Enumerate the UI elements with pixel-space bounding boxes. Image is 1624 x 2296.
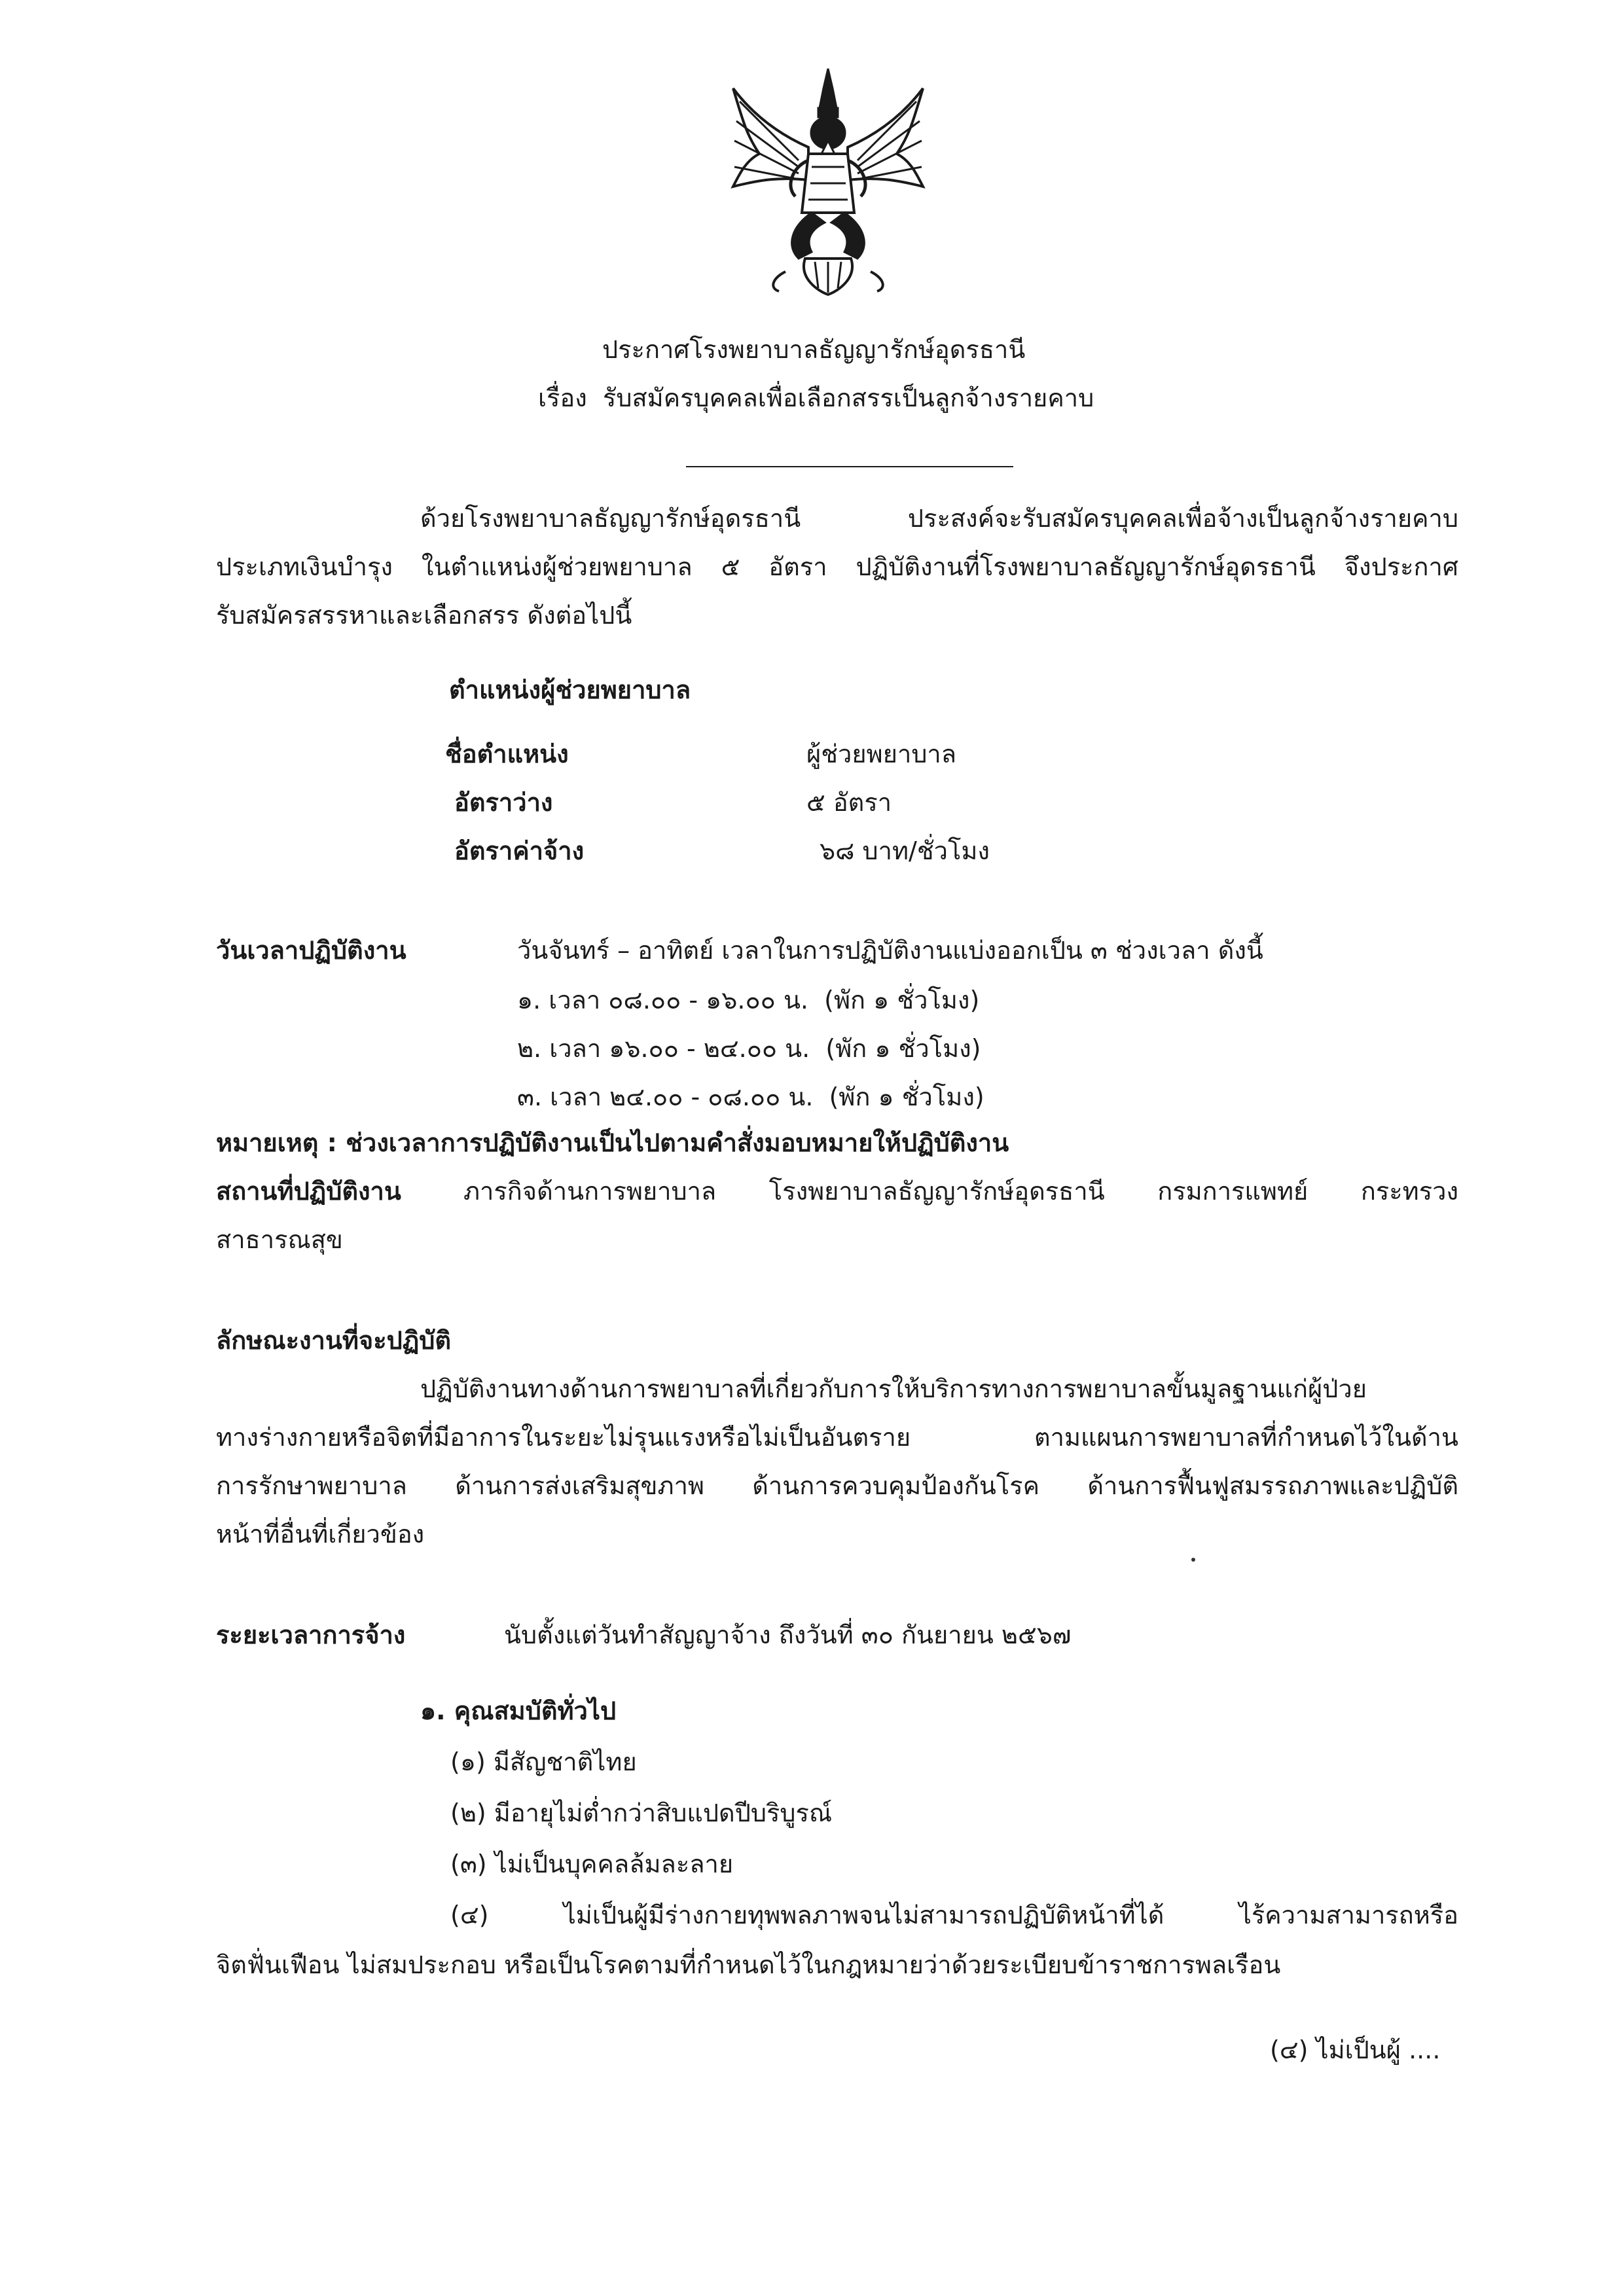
job-heading: ลักษณะงานที่จะปฏิบัติ [216,1326,452,1355]
shift-2: ๒. เวลา ๑๖.๐๐ - ๒๔.๐๐ น. (พัก ๑ ชั่วโมง) [517,1034,981,1063]
qualification-item-4-line-1: (๔) ไม่เป็นผู้มีร่างกายทุพพลภาพจนไม่สามารถปฏิบัติหน้าที่ได้ ไร้ความสามารถหรือ [450,1901,1458,1929]
job-line-4: หน้าที่อื่นที่เกี่ยวข้อง [216,1520,425,1549]
qualification-item-3: (๓) ไม่เป็นบุคคลล้มละลาย [450,1850,734,1878]
continued-marker: (๔) ไม่เป็นผู้ .... [1270,2036,1441,2064]
qualifications-heading: ๑. คุณสมบัติทั่วไป [420,1696,617,1725]
workplace-value-line-2: สาธารณสุข [216,1225,343,1254]
position-name-value: ผู้ช่วยพยาบาล [806,740,957,768]
announcement-title: ประกาศโรงพยาบาลธัญญารักษ์อุดรธานี [602,335,1026,364]
vacancy-value: ๕ อัตรา [806,788,892,817]
schedule-label: วันเวลาปฏิบัติงาน [216,936,406,965]
qualification-item-4-line-2: จิตฟั่นเฟือน ไม่สมประกอบ หรือเป็นโรคตามที่กำหนดไว้ในกฎหมายว่าด้วยระเบียบข้าราชการพลเรือน [216,1950,1281,1979]
schedule-note: หมายเหตุ : ช่วงเวลาการปฏิบัติงานเป็นไปตามคำสั่งมอบหมายให้ปฏิบัติงาน [216,1128,1009,1157]
job-line-1: ปฏิบัติงานทางด้านการพยาบาลที่เกี่ยวกับการให้บริการทางการพยาบาลขั้นมูลฐานแก่ผู้ป่วย [420,1374,1367,1403]
stray-dot [1191,1558,1195,1562]
intro-line-1: ด้วยโรงพยาบาลธัญญารักษ์อุดรธานี ประสงค์จะรับสมัครบุคคลเพื่อจ้างเป็นลูกจ้างรายคาบ [420,504,1458,533]
announcement-subject: เรื่อง รับสมัครบุคคลเพื่อเลือกสรรเป็นลูกจ้างรายคาบ [538,384,1094,412]
position-name-label: ชื่อตำแหน่ง [445,740,569,768]
wage-value: ๖๘ บาท/ชั่วโมง [820,836,990,865]
job-line-3: การรักษาพยาบาล ด้านการส่งเสริมสุขภาพ ด้านการควบคุมป้องกันโรค ด้านการฟื้นฟูสมรรถภาพและปฏิบัติ [216,1471,1458,1500]
intro-line-2: ประเภทเงินบำรุง ในตำแหน่งผู้ช่วยพยาบาล ๕ อัตรา ปฏิบัติงานที่โรงพยาบาลธัญญารักษ์อุดรธานี จึงประกาศ [216,552,1458,581]
vacancy-label: อัตราว่าง [454,788,553,817]
shift-1: ๑. เวลา ๐๘.๐๐ - ๑๖.๐๐ น. (พัก ๑ ชั่วโมง) [517,986,980,1014]
shift-3: ๓. เวลา ๒๔.๐๐ - ๐๘.๐๐ น. (พัก ๑ ชั่วโมง) [517,1083,984,1111]
employment-value: นับตั้งแต่วันทำสัญญาจ้าง ถึงวันที่ ๓๐ กันยายน ๒๕๖๗ [504,1621,1072,1649]
qualification-item-1: (๑) มีสัญชาติไทย [450,1748,637,1776]
qualification-item-2: (๒) มีอายุไม่ต่ำกว่าสิบแปดปีบริบูรณ์ [450,1799,833,1827]
garuda-emblem-icon [720,62,936,298]
title-divider [686,466,1013,467]
workplace-label: สถานที่ปฏิบัติงาน [216,1177,401,1206]
workplace-value-line-1: ภารกิจด้านการพยาบาล โรงพยาบาลธัญญารักษ์อุดรธานี กรมการแพทย์ กระทรวง [463,1177,1458,1206]
job-line-2: ทางร่างกายหรือจิตที่มีอาการในระยะไม่รุนแรงหรือไม่เป็นอันตราย ตามแผนการพยาบาลที่กำหนดไว้ในด้าน [216,1423,1458,1452]
employment-label: ระยะเวลาการจ้าง [216,1621,406,1649]
schedule-summary: วันจันทร์ – อาทิตย์ เวลาในการปฏิบัติงานแบ่งออกเป็น ๓ ช่วงเวลา ดังนี้ [517,936,1263,965]
intro-line-3: รับสมัครสรรหาและเลือกสรร ดังต่อไปนี้ [216,601,632,630]
position-heading: ตำแหน่งผู้ช่วยพยาบาล [449,675,691,704]
wage-label: อัตราค่าจ้าง [454,836,585,865]
